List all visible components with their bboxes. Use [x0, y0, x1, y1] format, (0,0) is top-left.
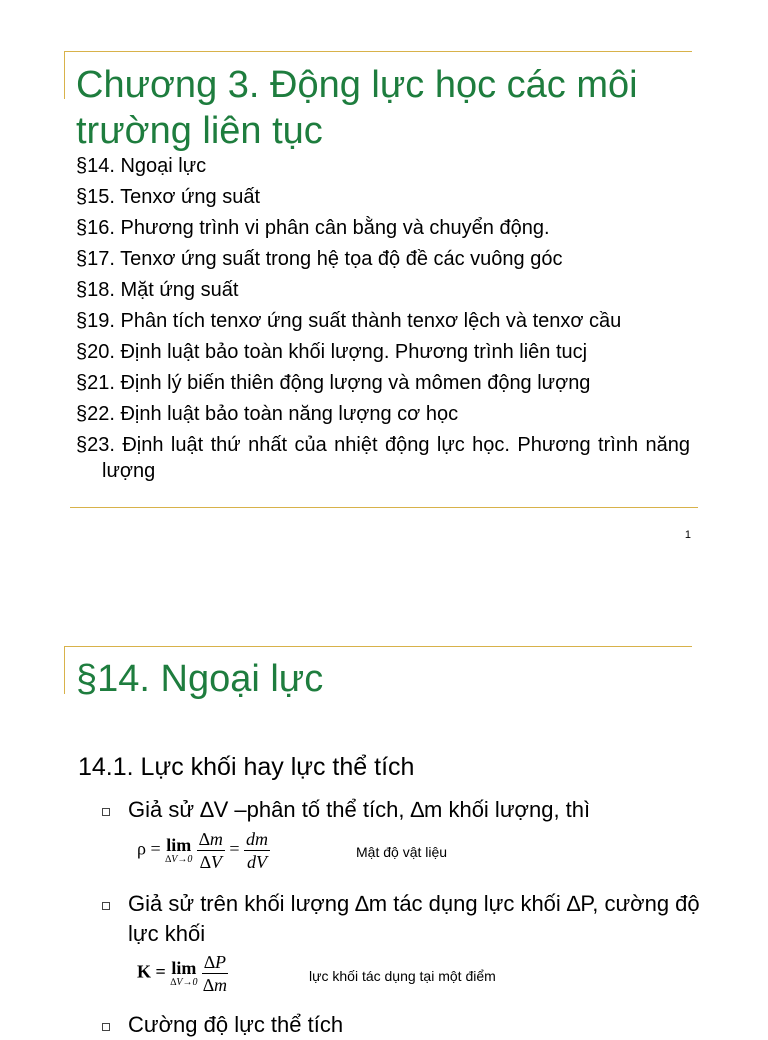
denominator: dV [247, 852, 268, 872]
fraction [244, 828, 270, 873]
section-item: §22. Định luật bảo toàn năng lượng cơ học [76, 403, 459, 425]
bullet-item [104, 1010, 704, 1040]
lim-subscript: ∆V→0 [170, 976, 198, 988]
square-bullet-icon [102, 808, 110, 816]
lim-subscript: ∆V→0 [165, 853, 193, 865]
square-bullet-icon [102, 1023, 110, 1031]
fraction [197, 828, 225, 873]
section-item: §19. Phân tích tenxơ ứng suất thành tenxơ lệch và tenxơ cầu [76, 310, 622, 332]
slide-2 [0, 596, 768, 1037]
section-item: §23. Định luật thứ nhất của nhiệt động lực học. Phương trình năng lượng [76, 434, 690, 482]
bullet-text: Giả sử trên khối lượng ∆m tác dụng lực khối ∆P, cường độ lực khối [128, 891, 700, 946]
bullet-text: Cường độ lực thể tích [128, 1012, 344, 1037]
top-rule [64, 646, 692, 647]
fraction [202, 951, 228, 996]
slide-title: Chương 3. Động lực học các môi trường liên tục [76, 64, 638, 152]
numerator: dm [246, 829, 269, 849]
bottom-rule [70, 507, 698, 508]
lim-label: lim [166, 834, 192, 855]
formula-lhs: ρ = [137, 838, 161, 859]
section-item: §20. Định luật bảo toàn khối lượng. Phương trình liên tucj [76, 341, 588, 363]
formula-lhs: K = [137, 961, 166, 982]
bullet-text: Giả sử ∆V –phân tố thể tích, ∆m khối lượng, thì [128, 797, 591, 822]
subheading: 14.1. Lực khối hay lực thể tích [78, 753, 415, 781]
section-list [76, 153, 690, 489]
equals-sign: = [229, 838, 240, 859]
section-item: §18. Mặt ứng suất [76, 279, 239, 301]
limit-operator [165, 836, 192, 866]
denominator: ∆V [199, 852, 222, 872]
square-bullet-icon [102, 902, 110, 910]
lim-label: lim [171, 957, 197, 978]
bullet-item [104, 889, 704, 949]
left-rule [64, 51, 65, 99]
section-item: §16. Phương trình vi phân cân bằng và chuyển động. [76, 217, 550, 239]
left-rule [64, 646, 65, 694]
section-item: §21. Định lý biến thiên động lượng và mômen động lượng [76, 372, 591, 394]
section-item: §14. Ngoại lực [76, 155, 207, 177]
body-force-formula [137, 951, 228, 996]
density-formula [137, 828, 270, 873]
formula-note: lực khối tác dụng tại một điểm [309, 968, 496, 984]
top-rule [64, 51, 692, 52]
limit-operator [170, 959, 197, 989]
slide-title: §14. Ngoại lực [76, 658, 324, 700]
page-number: 1 [684, 529, 691, 541]
section-item: §15. Tenxơ ứng suất [76, 186, 261, 208]
formula-note: Mật độ vật liệu [356, 844, 448, 860]
section-item: §17. Tenxơ ứng suất trong hệ tọa độ đề các vuông góc [76, 248, 563, 270]
denominator: ∆m [203, 975, 228, 995]
numerator: ∆m [198, 829, 223, 849]
numerator: ∆P [204, 952, 227, 972]
bullet-item [104, 795, 704, 825]
